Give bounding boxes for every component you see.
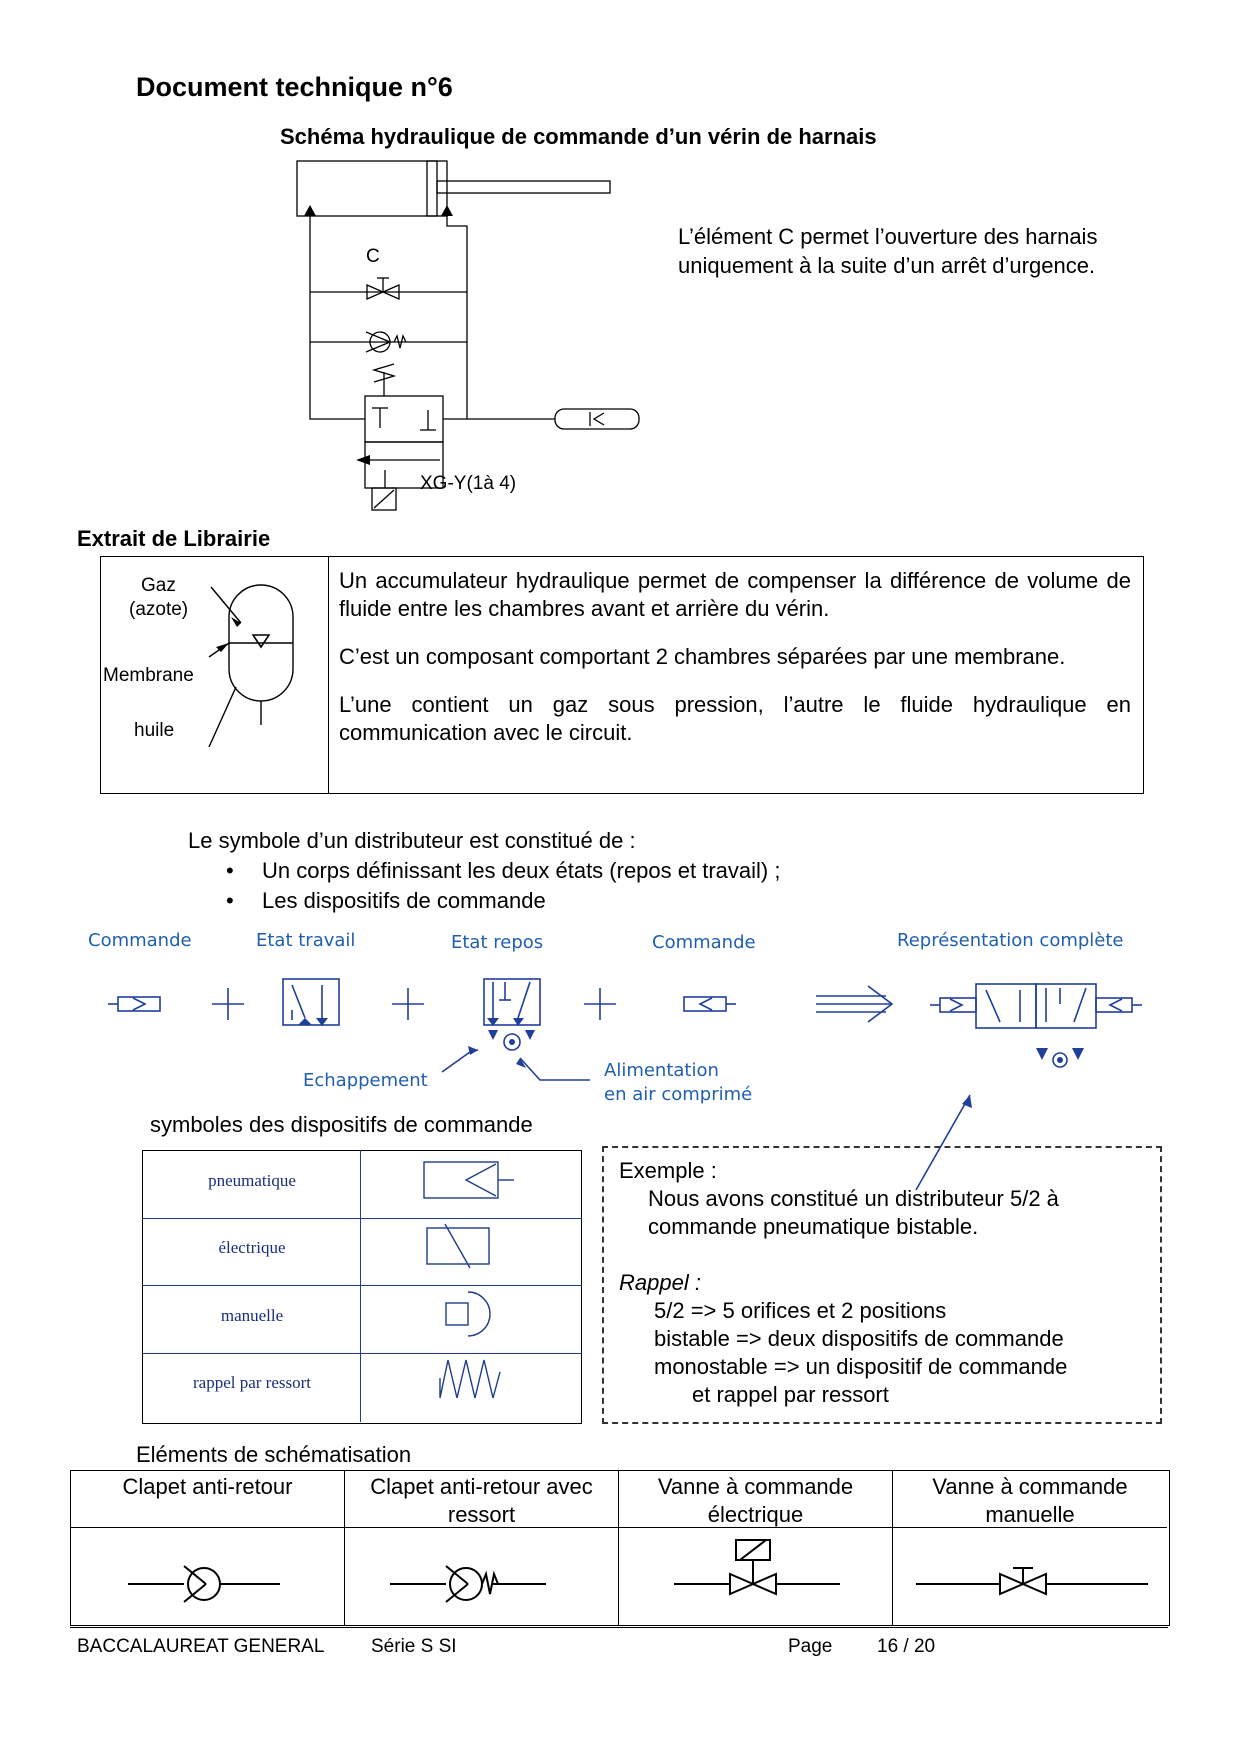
- footer-series: Série S SI: [371, 1636, 457, 1657]
- label-commande-left: Commande: [88, 930, 192, 951]
- bullet-2: Les dispositifs de commande: [262, 888, 546, 913]
- label-etat-travail: Etat travail: [256, 930, 356, 951]
- footer-page-label: Page: [788, 1636, 833, 1657]
- library-paragraph-2: C’est un composant comportant 2 chambres séparées par une membrane.: [339, 644, 1066, 669]
- schema-title: Schéma hydraulique de commande d’un vérin de harnais: [280, 124, 877, 149]
- bullet-dot-1: •: [226, 858, 234, 883]
- label-gaz: Gaz: [141, 575, 176, 596]
- label-membrane: Membrane: [103, 665, 194, 686]
- bullet-1: Un corps définissant les deux états (repos et travail) ;: [262, 858, 781, 883]
- control-name-pneumatic: pneumatique: [208, 1171, 296, 1190]
- electric-valve-icon: [674, 1540, 840, 1594]
- control-name-manual: manuelle: [220, 1306, 284, 1325]
- label-huile: huile: [134, 720, 175, 741]
- check-valve-icon: [128, 1566, 280, 1602]
- example-line-1: Nous avons constitué un distributeur 5/2 à: [648, 1186, 1059, 1211]
- label-etat-repos: Etat repos: [451, 932, 544, 953]
- page-title: Document technique n°6: [136, 72, 453, 102]
- elements-heading: Eléments de schématisation: [136, 1442, 412, 1467]
- rappel-line-1: 5/2 => 5 orifices et 2 positions: [654, 1298, 947, 1323]
- controls-heading: symboles des dispositifs de commande: [150, 1112, 533, 1137]
- footer-page-number: 16 / 20: [877, 1636, 936, 1657]
- label-c: C: [366, 246, 380, 267]
- control-name-spring: rappel par ressort: [192, 1373, 311, 1392]
- label-air: en air comprimé: [604, 1084, 753, 1105]
- bullet-dot-2: •: [226, 888, 234, 913]
- element-head-3: Vanne à commande électrique: [657, 1474, 854, 1527]
- distributor-intro: Le symbole d’un distributeur est constitué de :: [188, 828, 636, 853]
- label-azote: (azote): [129, 599, 189, 620]
- label-commande-right: Commande: [652, 932, 756, 953]
- rappel-title: Rappel :: [619, 1270, 701, 1295]
- label-valve: XG-Y(1à 4): [420, 473, 517, 494]
- rappel-line-3: monostable => un dispositif de commande: [654, 1354, 1068, 1379]
- footer-rule: [70, 1627, 1168, 1628]
- example-title: Exemple :: [619, 1158, 717, 1183]
- rappel-line-4: et rappel par ressort: [692, 1382, 889, 1407]
- rappel-line-2: bistable => deux dispositifs de commande: [654, 1326, 1064, 1351]
- library-paragraph-3: L’une contient un gaz sous pression, l’autre le fluide hydraulique en communication avec le circuit.: [339, 692, 1131, 745]
- label-alimentation: Alimentation: [604, 1060, 719, 1081]
- element-head-4: Vanne à commande manuelle: [932, 1474, 1128, 1527]
- label-echappement: Echappement: [303, 1070, 428, 1091]
- manual-valve-icon: [916, 1568, 1148, 1594]
- label-complete: Représentation complète: [897, 930, 1124, 951]
- control-name-electric: électrique: [218, 1238, 286, 1257]
- example-line-2: commande pneumatique bistable.: [648, 1214, 979, 1239]
- library-heading: Extrait de Librairie: [77, 526, 271, 551]
- library-paragraph-1: Un accumulateur hydraulique permet de compenser la différence de volume de fluide entre les chambres avant et arrière du vérin.: [339, 568, 1131, 621]
- element-head-1: Clapet anti-retour: [122, 1474, 293, 1499]
- element-head-2: Clapet anti-retour avec ressort: [370, 1474, 593, 1527]
- check-valve-spring-icon: [390, 1566, 546, 1602]
- schema-note: L’élément C permet l’ouverture des harnais uniquement à la suite d’un arrêt d’urgence.: [678, 224, 1098, 278]
- footer-left: BACCALAUREAT GENERAL: [77, 1636, 325, 1657]
